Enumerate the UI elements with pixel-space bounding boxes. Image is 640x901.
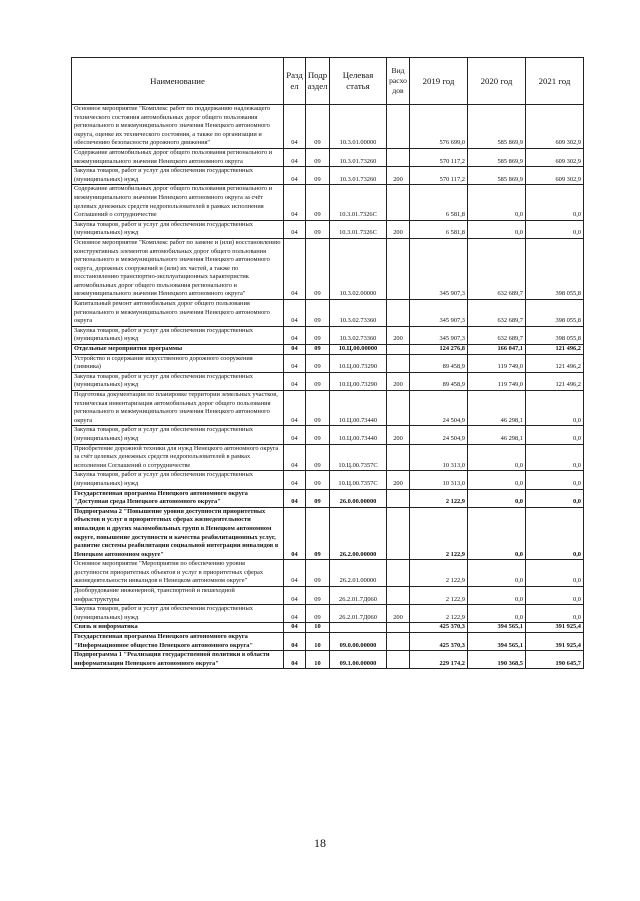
row-section: 04 xyxy=(284,623,306,633)
row-expense-type xyxy=(387,587,410,605)
row-name: Основное мероприятие "Комплекс работ по поддержанию надлежащего технического состояния автомобильных дорог общего пользования регионального и межмуниципального значения Ненецкого автономного округа, оценке их технического состояния, а также по организации и обеспечению безопасности дорожного движения" xyxy=(72,105,284,149)
row-section: 04 xyxy=(284,326,306,344)
row-value-2021: 121 496,2 xyxy=(526,372,584,390)
row-value-2020: 0,0 xyxy=(468,587,526,605)
row-value-2020: 632 689,7 xyxy=(468,326,526,344)
row-value-2019: 10 313,0 xyxy=(410,471,468,489)
row-value-2019: 89 458,9 xyxy=(410,372,468,390)
row-subsection: 09 xyxy=(306,587,330,605)
table-row xyxy=(72,426,584,444)
row-name: Содержание автомобильных дорог общего пользования регионального и межмуниципального значения Ненецкого автономного округа за счёт целевых денежных средств недропользователей в рамках исполнения Соглашений о сотрудничестве xyxy=(72,185,284,220)
table-row xyxy=(72,560,584,587)
row-value-2021: 0,0 xyxy=(526,560,584,587)
row-value-2019: 345 907,3 xyxy=(410,326,468,344)
row-value-2021: 398 055,8 xyxy=(526,326,584,344)
row-target: 10.3.02.00000 xyxy=(330,238,387,299)
budget-table xyxy=(71,57,584,669)
row-value-2021: 391 925,4 xyxy=(526,623,584,633)
table-row xyxy=(72,345,584,355)
row-value-2021: 0,0 xyxy=(526,185,584,220)
row-name: Основное мероприятие "Мероприятия по обеспечению уровня доступности приоритетных объектов и услуг в приоритетных сферах жизнедеятельности инвалидов в Ненецком автономном округе" xyxy=(72,560,284,587)
table-row xyxy=(72,633,584,651)
row-section: 04 xyxy=(284,372,306,390)
row-section: 04 xyxy=(284,605,306,623)
row-expense-type xyxy=(387,105,410,149)
row-value-2020: 119 749,0 xyxy=(468,354,526,372)
row-value-2020: 0,0 xyxy=(468,471,526,489)
row-expense-type xyxy=(387,489,410,507)
row-value-2021: 391 925,4 xyxy=(526,633,584,651)
row-subsection: 09 xyxy=(306,326,330,344)
row-name: Государственная программа Ненецкого автономного округа "Информационное общество Ненецкого автономного округа" xyxy=(72,633,284,651)
header-2020: 2020 год xyxy=(468,58,526,105)
row-value-2021: 0,0 xyxy=(526,489,584,507)
row-expense-type xyxy=(387,633,410,651)
table-header-row xyxy=(72,58,584,105)
row-section: 04 xyxy=(284,167,306,185)
row-value-2020: 46 298,1 xyxy=(468,426,526,444)
row-subsection: 09 xyxy=(306,426,330,444)
row-target: 10.3.02.73360 xyxy=(330,300,387,327)
row-expense-type: 200 xyxy=(387,605,410,623)
row-value-2019: 425 370,3 xyxy=(410,623,468,633)
row-expense-type xyxy=(387,507,410,560)
row-subsection: 09 xyxy=(306,148,330,166)
table-row xyxy=(72,489,584,507)
row-value-2019: 2 122,9 xyxy=(410,507,468,560)
table-row xyxy=(72,148,584,166)
row-value-2020: 632 689,7 xyxy=(468,238,526,299)
header-subsection: Подраздел xyxy=(306,58,330,105)
row-expense-type: 200 xyxy=(387,326,410,344)
row-expense-type xyxy=(387,300,410,327)
row-value-2020: 632 689,7 xyxy=(468,300,526,327)
table-row xyxy=(72,587,584,605)
row-subsection: 09 xyxy=(306,300,330,327)
row-value-2020: 46 298,1 xyxy=(468,391,526,426)
row-value-2020: 0,0 xyxy=(468,605,526,623)
row-section: 04 xyxy=(284,633,306,651)
row-value-2019: 425 370,3 xyxy=(410,633,468,651)
table-row xyxy=(72,105,584,149)
row-value-2020: 0,0 xyxy=(468,560,526,587)
row-section: 04 xyxy=(284,148,306,166)
row-section: 04 xyxy=(284,105,306,149)
row-value-2021: 0,0 xyxy=(526,471,584,489)
table-row xyxy=(72,623,584,633)
row-value-2021: 0,0 xyxy=(526,426,584,444)
row-section: 04 xyxy=(284,426,306,444)
row-section: 04 xyxy=(284,220,306,238)
budget-table-container xyxy=(71,57,583,669)
row-target: 10.3.01.7326С xyxy=(330,185,387,220)
header-2021: 2021 год xyxy=(526,58,584,105)
row-expense-type xyxy=(387,560,410,587)
row-name: Закупка товаров, работ и услуг для обеспечения государственных (муниципальных) нужд xyxy=(72,167,284,185)
row-target: 26.2.01.7Д060 xyxy=(330,605,387,623)
row-value-2019: 2 122,9 xyxy=(410,605,468,623)
header-2019: 2019 год xyxy=(410,58,468,105)
row-value-2020: 190 368,5 xyxy=(468,651,526,669)
row-value-2019: 570 117,2 xyxy=(410,167,468,185)
row-value-2020: 166 047,1 xyxy=(468,345,526,355)
row-expense-type: 200 xyxy=(387,372,410,390)
header-section: Раздел xyxy=(284,58,306,105)
row-expense-type: 200 xyxy=(387,471,410,489)
row-target: 10.Ц.00.00000 xyxy=(330,345,387,355)
row-name: Закупка товаров, работ и услуг для обеспечения государственных (муниципальных) нужд xyxy=(72,326,284,344)
row-section: 04 xyxy=(284,471,306,489)
row-target: 10.3.01.00000 xyxy=(330,105,387,149)
row-value-2021: 0,0 xyxy=(526,220,584,238)
row-section: 04 xyxy=(284,587,306,605)
row-target: 10.Ц.00.7357С xyxy=(330,471,387,489)
row-value-2019: 2 122,9 xyxy=(410,560,468,587)
row-value-2020: 0,0 xyxy=(468,489,526,507)
row-target: 10.Ц.00.73290 xyxy=(330,372,387,390)
row-section: 04 xyxy=(284,185,306,220)
row-value-2021: 0,0 xyxy=(526,507,584,560)
row-subsection: 09 xyxy=(306,167,330,185)
row-value-2021: 609 302,9 xyxy=(526,105,584,149)
row-target: 10.Ц.00.73290 xyxy=(330,354,387,372)
row-name: Приобретение дорожной техники для нужд Ненецкого автономного округа за счёт целевых денежных средств недропользователей в рамках исполнения Соглашений о сотрудничестве xyxy=(72,444,284,471)
row-section: 04 xyxy=(284,238,306,299)
row-section: 04 xyxy=(284,507,306,560)
row-name: Устройство и содержание искусственного дорожного сооружения (зимника) xyxy=(72,354,284,372)
row-value-2019: 89 458,9 xyxy=(410,354,468,372)
row-value-2021: 609 302,9 xyxy=(526,167,584,185)
row-value-2021: 0,0 xyxy=(526,587,584,605)
table-row xyxy=(72,167,584,185)
row-target: 10.Ц.00.73440 xyxy=(330,391,387,426)
row-subsection: 09 xyxy=(306,220,330,238)
table-row xyxy=(72,507,584,560)
row-value-2019: 2 122,9 xyxy=(410,489,468,507)
row-value-2021: 609 302,9 xyxy=(526,148,584,166)
row-expense-type xyxy=(387,185,410,220)
row-value-2019: 6 581,8 xyxy=(410,220,468,238)
row-expense-type xyxy=(387,354,410,372)
row-name: Связь и информатика xyxy=(72,623,284,633)
row-value-2020: 394 565,1 xyxy=(468,633,526,651)
row-subsection: 10 xyxy=(306,623,330,633)
row-value-2019: 576 699,0 xyxy=(410,105,468,149)
row-target: 26.0.00.00000 xyxy=(330,489,387,507)
row-name: Содержание автомобильных дорог общего пользования регионального и межмуниципального значения Ненецкого автономного округа xyxy=(72,148,284,166)
row-subsection: 09 xyxy=(306,507,330,560)
row-subsection: 09 xyxy=(306,489,330,507)
table-row xyxy=(72,372,584,390)
row-target: 10.3.02.73360 xyxy=(330,326,387,344)
row-value-2019: 345 907,3 xyxy=(410,238,468,299)
row-name: Закупка товаров, работ и услуг для обеспечения государственных (муниципальных) нужд xyxy=(72,426,284,444)
row-name: Закупка товаров, работ и услуг для обеспечения государственных (муниципальных) нужд xyxy=(72,605,284,623)
row-target: 10.3.01.73260 xyxy=(330,148,387,166)
row-name: Закупка товаров, работ и услуг для обеспечения государственных (муниципальных) нужд xyxy=(72,220,284,238)
row-target: 26.2.01.7Д060 xyxy=(330,587,387,605)
row-expense-type: 200 xyxy=(387,426,410,444)
row-target: 10.Ц.00.7357С xyxy=(330,444,387,471)
row-subsection: 09 xyxy=(306,185,330,220)
row-expense-type xyxy=(387,391,410,426)
row-value-2019: 570 117,2 xyxy=(410,148,468,166)
row-section: 04 xyxy=(284,489,306,507)
row-value-2021: 398 055,8 xyxy=(526,300,584,327)
row-value-2021: 0,0 xyxy=(526,605,584,623)
row-name: Основное мероприятие "Комплекс работ по замене и (или) восстановлению конструктивных элементов автомобильных дорог общего пользования регионального и межмуниципального значения Ненецкого автономного округа, дорожных сооружений и (или) их частей, а также по восстановлению транспортно-эксплуатационных характеристик автомобильных дорог общего пользования регионального и межмуниципального значения Ненецкого автономного округа" xyxy=(72,238,284,299)
row-value-2020: 0,0 xyxy=(468,507,526,560)
table-body xyxy=(72,105,584,669)
table-row xyxy=(72,326,584,344)
row-subsection: 09 xyxy=(306,345,330,355)
row-target: 10.3.01.7326С xyxy=(330,220,387,238)
row-target: 09.1.00.00000 xyxy=(330,651,387,669)
row-value-2020: 119 749,0 xyxy=(468,372,526,390)
row-expense-type: 200 xyxy=(387,167,410,185)
row-subsection: 09 xyxy=(306,105,330,149)
row-name: Государственная программа Ненецкого автономного округа "Доступная среда Ненецкого автономного округа" xyxy=(72,489,284,507)
table-row xyxy=(72,238,584,299)
row-target: 10.3.01.73260 xyxy=(330,167,387,185)
row-expense-type: 200 xyxy=(387,220,410,238)
row-target: 10.Ц.00.73440 xyxy=(330,426,387,444)
row-subsection: 09 xyxy=(306,560,330,587)
row-expense-type xyxy=(387,148,410,166)
row-subsection: 09 xyxy=(306,444,330,471)
row-value-2020: 0,0 xyxy=(468,185,526,220)
header-name: Наименование xyxy=(72,58,284,105)
row-name: Подпрограмма 2 "Повышение уровня доступности приоритетных объектов и услуг в приоритетных сферах жизнедеятельности инвалидов и других маломобильных групп в Ненецком автономном округе, повышение доступности и качества реабилитационных услуг, развитие системы реабилитации социальной интеграции инвалидов в Ненецком автономном округе" xyxy=(72,507,284,560)
row-subsection: 09 xyxy=(306,391,330,426)
row-section: 04 xyxy=(284,560,306,587)
row-section: 04 xyxy=(284,345,306,355)
table-row xyxy=(72,391,584,426)
row-value-2019: 24 504,9 xyxy=(410,426,468,444)
table-row xyxy=(72,651,584,669)
row-target: 26.2.00.00000 xyxy=(330,507,387,560)
row-subsection: 09 xyxy=(306,354,330,372)
row-value-2021: 121 496,2 xyxy=(526,345,584,355)
row-value-2021: 0,0 xyxy=(526,444,584,471)
row-name: Подготовка документации по планировке территории земельных участков, техническая инвентаризация автомобильных дорог общего пользования регионального и межмуниципального значения Ненецкого автономного округа xyxy=(72,391,284,426)
row-section: 04 xyxy=(284,444,306,471)
row-subsection: 09 xyxy=(306,471,330,489)
row-expense-type xyxy=(387,623,410,633)
row-section: 04 xyxy=(284,300,306,327)
row-value-2019: 6 581,8 xyxy=(410,185,468,220)
row-section: 04 xyxy=(284,391,306,426)
row-name: Капитальный ремонт автомобильных дорог общего пользования регионального и межмуниципального значения Ненецкого автономного округа xyxy=(72,300,284,327)
table-row xyxy=(72,605,584,623)
header-expense-type: Вид расходов xyxy=(387,58,410,105)
row-subsection: 09 xyxy=(306,372,330,390)
row-target: 26.2.01.00000 xyxy=(330,560,387,587)
row-value-2019: 24 504,9 xyxy=(410,391,468,426)
row-value-2020: 0,0 xyxy=(468,444,526,471)
table-row xyxy=(72,471,584,489)
row-name: Дооборудование инженерной, транспортной и пешеходной инфраструктуры xyxy=(72,587,284,605)
header-target: Целевая статья xyxy=(330,58,387,105)
row-expense-type xyxy=(387,345,410,355)
row-section: 04 xyxy=(284,354,306,372)
row-section: 04 xyxy=(284,651,306,669)
row-value-2021: 398 055,8 xyxy=(526,238,584,299)
row-value-2019: 124 276,8 xyxy=(410,345,468,355)
row-expense-type xyxy=(387,651,410,669)
table-row xyxy=(72,354,584,372)
row-value-2019: 10 313,0 xyxy=(410,444,468,471)
row-value-2021: 190 645,7 xyxy=(526,651,584,669)
row-subsection: 10 xyxy=(306,633,330,651)
table-row xyxy=(72,185,584,220)
row-value-2020: 585 869,9 xyxy=(468,167,526,185)
row-name: Закупка товаров, работ и услуг для обеспечения государственных (муниципальных) нужд xyxy=(72,471,284,489)
row-value-2020: 585 869,9 xyxy=(468,148,526,166)
table-row xyxy=(72,220,584,238)
row-value-2021: 0,0 xyxy=(526,391,584,426)
row-value-2019: 2 122,9 xyxy=(410,587,468,605)
row-value-2019: 345 907,3 xyxy=(410,300,468,327)
row-value-2020: 0,0 xyxy=(468,220,526,238)
page-number: 18 xyxy=(314,836,326,850)
row-name: Закупка товаров, работ и услуг для обеспечения государственных (муниципальных) нужд xyxy=(72,372,284,390)
row-value-2019: 229 174,2 xyxy=(410,651,468,669)
row-expense-type xyxy=(387,238,410,299)
row-subsection: 09 xyxy=(306,605,330,623)
row-value-2021: 121 496,2 xyxy=(526,354,584,372)
row-target: 09.0.00.00000 xyxy=(330,633,387,651)
row-value-2020: 585 869,9 xyxy=(468,105,526,149)
row-subsection: 09 xyxy=(306,238,330,299)
table-row xyxy=(72,444,584,471)
row-name: Подпрограмма 1 "Реализация государственной политики в области информатизации Ненецкого автономного округа" xyxy=(72,651,284,669)
table-row xyxy=(72,300,584,327)
row-name: Отдельные мероприятия программы xyxy=(72,345,284,355)
row-expense-type xyxy=(387,444,410,471)
row-value-2020: 394 565,1 xyxy=(468,623,526,633)
row-subsection: 10 xyxy=(306,651,330,669)
row-target xyxy=(330,623,387,633)
